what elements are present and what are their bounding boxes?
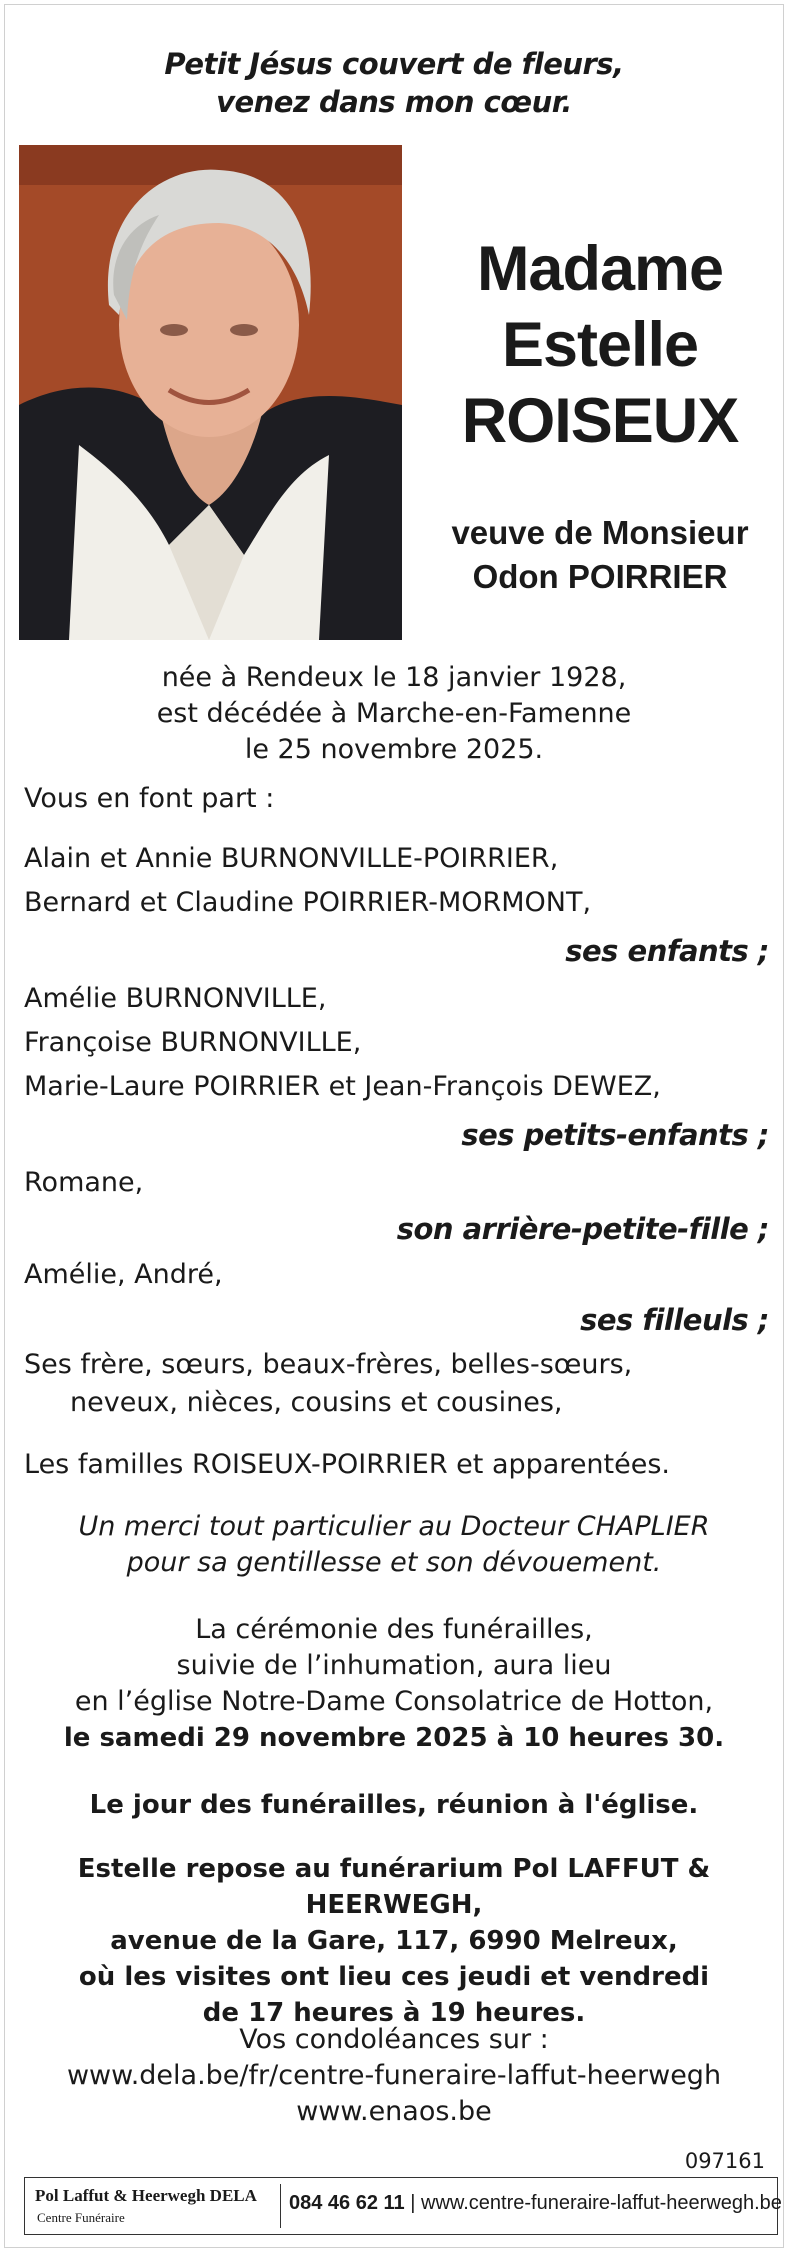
birth-line: née à Rendeux le 18 janvier 1928, <box>161 662 627 693</box>
spouse-name: Odon POIRRIER <box>472 558 728 595</box>
condolences-info <box>5 2022 783 2130</box>
grandchild-entry: Amélie BURNONVILLE, <box>24 983 327 1014</box>
grandchild-entry: Françoise BURNONVILLE, <box>24 1027 362 1058</box>
ceremony-line: La cérémonie des funérailles, <box>195 1614 593 1645</box>
funeral-home-logo: Pol Laffut & Heerwegh DELA <box>35 2186 257 2205</box>
meeting-info: Le jour des funérailles, réunion à l'église. <box>89 1790 699 1820</box>
grandchild-entry: Marie-Laure POIRRIER et Jean-François DEWEZ, <box>24 1071 661 1102</box>
reference-number: 097161 <box>684 2149 765 2173</box>
condolences-label: Vos condoléances sur : <box>239 2024 549 2055</box>
thanks-line: pour sa gentillesse et son dévouement. <box>126 1547 662 1578</box>
children-label: ses enfants ; <box>565 934 769 968</box>
visits-line: Estelle repose au funérarium Pol LAFFUT & HEERWEGH, <box>77 1854 711 1920</box>
ceremony-info <box>5 1612 783 1756</box>
obituary-notice <box>4 4 784 2248</box>
visits-hours: de 17 heures à 19 heures. <box>202 1998 586 2028</box>
birth-death-info <box>5 660 783 768</box>
great-grandchild-entry: Romane, <box>24 1167 144 1198</box>
condolences-link[interactable]: www.enaos.be <box>296 2096 492 2127</box>
families-line: Les familles ROISEUX-POIRRIER et apparentées. <box>24 1449 670 1480</box>
ceremony-datetime: le samedi 29 novembre 2025 à 10 heures 30. <box>63 1723 725 1753</box>
website-link[interactable]: www.centre-funeraire-laffut-heerwegh.be <box>421 2192 782 2214</box>
divider <box>280 2184 281 2228</box>
great-grandchild-label: son arrière-petite-fille ; <box>396 1212 769 1246</box>
relatives-line: neveux, nièces, cousins et cousines, <box>70 1387 563 1418</box>
siblings-line: Ses frère, sœurs, beaux-frères, belles-sœurs, <box>24 1349 633 1380</box>
intro-verse <box>5 45 783 121</box>
ceremony-line: suivie de l’inhumation, aura lieu <box>176 1650 612 1681</box>
funeral-home-banner <box>24 2177 782 2235</box>
funeral-home-subtitle: Centre Funéraire <box>37 2210 125 2225</box>
spouse-line: veuve de Monsieur <box>451 514 749 551</box>
visits-line: où les visites ont lieu ces jeudi et vendredi <box>78 1962 710 1992</box>
announcement-intro: Vous en font part : <box>24 783 275 814</box>
thanks-message <box>5 1509 783 1581</box>
spouse-info <box>425 511 775 599</box>
visits-info <box>5 1851 783 2031</box>
intro-line: venez dans mon cœur. <box>216 85 572 119</box>
death-date: le 25 novembre 2025. <box>244 734 544 765</box>
honorific: Madame <box>476 234 724 304</box>
intro-line: Petit Jésus couvert de fleurs, <box>164 47 624 81</box>
godchildren-label: ses filleuls ; <box>580 1303 769 1337</box>
funeral-home-contact <box>289 2192 782 2215</box>
separator: | <box>404 2192 421 2214</box>
thanks-line: Un merci tout particulier au Docteur CHAPLIER <box>78 1511 710 1542</box>
death-line: est décédée à Marche-en-Famenne <box>156 698 632 729</box>
condolences-link[interactable]: www.dela.be/fr/centre-funeraire-laffut-heerwegh <box>66 2060 722 2091</box>
child-entry: Bernard et Claudine POIRRIER-MORMONT, <box>24 887 592 918</box>
first-name: Estelle <box>501 310 699 380</box>
child-entry: Alain et Annie BURNONVILLE-POIRRIER, <box>24 843 559 874</box>
last-name: ROISEUX <box>461 386 739 456</box>
grandchildren-label: ses petits-enfants ; <box>461 1118 769 1152</box>
portrait-photo <box>19 145 402 640</box>
phone-number[interactable]: 084 46 62 11 <box>289 2192 405 2214</box>
deceased-name <box>425 231 775 459</box>
godchildren-entry: Amélie, André, <box>24 1259 223 1290</box>
visits-address: avenue de la Gare, 117, 6990 Melreux, <box>110 1926 678 1956</box>
ceremony-location: en l’église Notre-Dame Consolatrice de Hotton, <box>74 1686 714 1717</box>
